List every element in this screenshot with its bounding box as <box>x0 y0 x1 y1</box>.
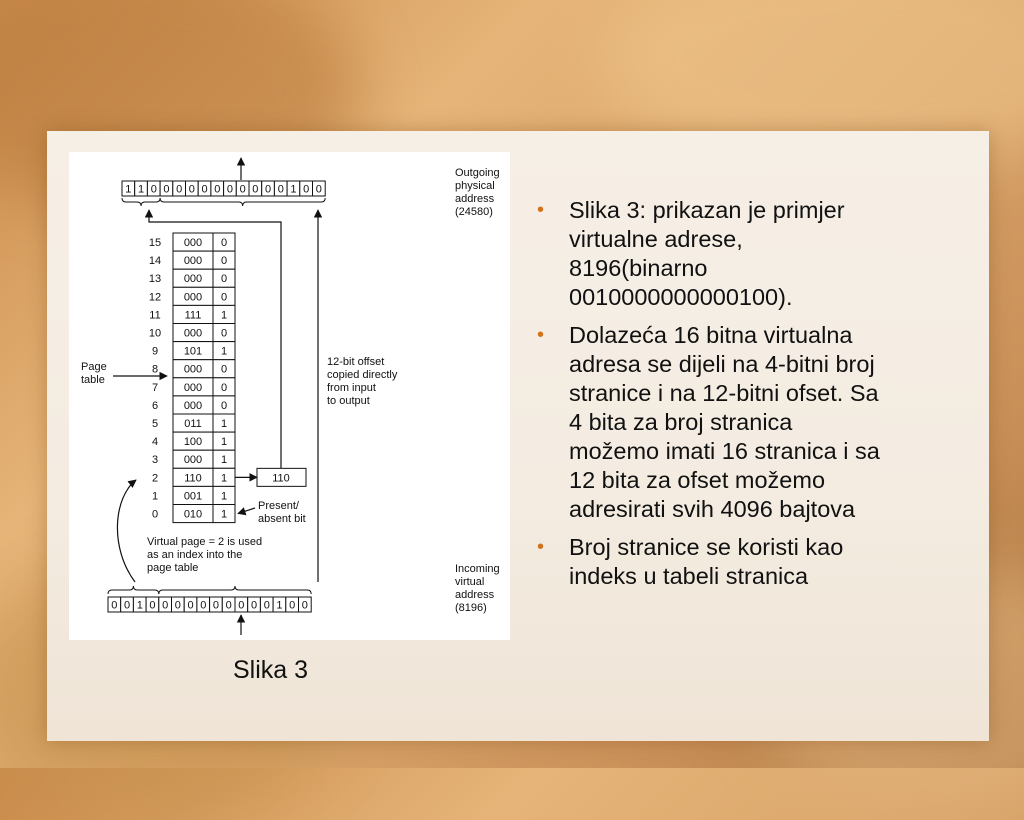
incoming-address-bit: 0 <box>225 599 232 612</box>
page-table-frame: 110 <box>184 472 202 485</box>
bullet-dot-icon: • <box>537 536 545 558</box>
incoming-address-bit: 0 <box>200 599 207 612</box>
bullet-text: Broj stranice se koristi kao indeks u tabeli stranica <box>569 534 844 589</box>
outgoing-address-bit: 0 <box>252 183 259 196</box>
bullet-text: Dolazeća 16 bitna virtualna adresa se dijeli na 4-bitni broj stranice i na 12-bitni ofset. Sa 4 bita za broj stranica možemo imati 16 stranica i sa 12 bita za ofset možemo adresirati svih 4096 bajtova <box>569 322 880 522</box>
page-table-index: 3 <box>151 454 159 467</box>
outgoing-label: physical <box>455 180 495 192</box>
incoming-address-bit: 1 <box>136 599 143 612</box>
incoming-label: Incoming <box>455 563 500 575</box>
page-table-frame: 000 <box>183 381 203 394</box>
present-label: Present/ <box>258 500 299 512</box>
page-table-present-bit: 0 <box>220 291 228 304</box>
page-table-frame: 000 <box>183 454 203 467</box>
outgoing-address-bit: 0 <box>150 183 157 196</box>
outgoing-address-bit: 0 <box>277 183 284 196</box>
outgoing-label: address <box>455 193 495 205</box>
offset-label: to output <box>327 395 370 407</box>
page-table-frame: 101 <box>183 345 203 358</box>
page-table-present-bit: 1 <box>220 418 228 430</box>
outgoing-label: Outgoing <box>455 167 500 179</box>
page-table-label: table <box>81 374 105 386</box>
page-table-index: 2 <box>151 472 159 485</box>
page-table-frame: 000 <box>183 399 203 412</box>
page-table-frame: 100 <box>183 436 203 449</box>
page-table-frame: 000 <box>183 237 203 249</box>
page-table-index: 7 <box>151 381 159 394</box>
incoming-address-bit: 0 <box>111 599 118 612</box>
outgoing-address-bit: 0 <box>214 183 221 196</box>
page-table-index: 13 <box>148 273 162 286</box>
frame-brace <box>122 198 160 206</box>
page-table-present-bit: 1 <box>220 454 228 467</box>
incoming-label: address <box>455 589 495 601</box>
page-number-brace <box>108 586 159 594</box>
incoming-address-bit: 0 <box>123 599 131 612</box>
outgoing-address-bit: 0 <box>226 183 234 196</box>
incoming-address-bit: 1 <box>276 599 283 612</box>
page-table-index: 9 <box>151 345 159 358</box>
bullet-item <box>537 196 882 312</box>
page-table-present-bit: 0 <box>220 327 228 340</box>
page-table-present-bit: 1 <box>220 472 228 485</box>
incoming-offset-brace <box>159 586 311 594</box>
outgoing-address-bit: 0 <box>176 183 183 196</box>
outgoing-address-bit: 0 <box>315 183 322 196</box>
outgoing-address-bit: 0 <box>201 183 208 196</box>
page-table-present-bit: 1 <box>220 436 228 449</box>
outgoing-address-bit: 1 <box>137 183 145 196</box>
incoming-address-bit: 0 <box>174 599 181 612</box>
incoming-label: virtual <box>455 576 485 588</box>
page-table-index: 1 <box>151 490 159 503</box>
offset-label: copied directly <box>327 369 398 381</box>
index-arrow <box>117 480 136 582</box>
outgoing-address-bit: 1 <box>290 183 297 196</box>
incoming-address-bit: 0 <box>250 599 258 612</box>
incoming-address-bit: 0 <box>301 599 308 612</box>
incoming-address-bit: 0 <box>162 599 169 612</box>
page-table-present-bit: 1 <box>220 508 228 521</box>
page-table-present-bit: 0 <box>220 237 228 249</box>
copied-frame-value: 110 <box>272 472 290 485</box>
incoming-address-bit: 0 <box>212 599 220 612</box>
bullet-text: Slika 3: prikazan je primjer virtualne adrese, 8196(binarno 0010000000000100). <box>569 197 845 310</box>
offset-label: from input <box>327 382 376 394</box>
page-table-index: 10 <box>148 327 162 340</box>
page-table-present-bit: 0 <box>220 255 228 268</box>
page-table-frame: 111 <box>184 309 202 322</box>
page-table-index: 14 <box>148 255 162 268</box>
page-table-frame: 011 <box>184 418 202 430</box>
outgoing-address-bit: 0 <box>239 183 246 196</box>
outgoing-address-bit: 0 <box>264 183 272 196</box>
outgoing-address-bit: 0 <box>303 183 310 196</box>
page-table-label: Page <box>81 361 107 373</box>
offset-label: 12-bit offset <box>327 356 385 368</box>
page-table-diagram <box>69 152 510 640</box>
page-table-present-bit: 1 <box>220 490 228 503</box>
present-bit-arrow <box>238 508 255 514</box>
virtual-page-label: Virtual page = 2 is used <box>147 536 263 548</box>
page-table-index: 8 <box>151 363 159 376</box>
incoming-address-bit: 0 <box>289 599 296 612</box>
incoming-address-bit: 0 <box>263 599 270 612</box>
incoming-address-bit: 0 <box>149 599 156 612</box>
page-table-present-bit: 0 <box>220 363 228 376</box>
outgoing-address-bit: 1 <box>125 183 132 196</box>
page-table-frame: 000 <box>183 327 203 340</box>
page-table-index: 5 <box>151 418 159 430</box>
offset-brace <box>160 198 325 206</box>
page-table-present-bit: 1 <box>220 345 228 358</box>
page-table-present-bit: 1 <box>220 309 228 322</box>
outgoing-address-bit: 0 <box>188 183 195 196</box>
page-table-present-bit: 0 <box>220 399 228 412</box>
page-table-index: 11 <box>149 309 161 322</box>
virtual-page-label: as an index into the <box>147 549 243 561</box>
page-table-frame: 000 <box>183 363 203 376</box>
page-table-present-bit: 0 <box>220 273 228 286</box>
incoming-address-bit: 0 <box>187 599 194 612</box>
page-table-frame: 010 <box>183 508 203 521</box>
page-table-figure <box>69 152 510 640</box>
page-table-frame: 000 <box>183 291 203 304</box>
bullet-item <box>537 321 882 524</box>
page-table-index: 6 <box>151 399 159 412</box>
page-table-index: 0 <box>151 508 159 521</box>
bullet-dot-icon: • <box>537 324 545 346</box>
figure-caption: Slika 3 <box>233 656 309 684</box>
page-table-index: 12 <box>148 291 162 304</box>
bullet-dot-icon: • <box>537 199 545 221</box>
virtual-page-label: page table <box>147 562 199 574</box>
page-table-present-bit: 0 <box>220 381 228 394</box>
present-label: absent bit <box>258 513 306 525</box>
page-table-frame: 000 <box>183 273 203 286</box>
page-table-index: 4 <box>151 436 159 449</box>
incoming-label: (8196) <box>455 602 487 614</box>
outgoing-label: (24580) <box>455 206 493 218</box>
incoming-address-bit: 0 <box>238 599 245 612</box>
bullet-item <box>537 533 882 591</box>
page-table-frame: 001 <box>183 490 203 503</box>
bullet-list <box>537 196 882 600</box>
page-table-index: 15 <box>148 237 162 249</box>
page-table-frame: 000 <box>183 255 203 268</box>
outgoing-address-bit: 0 <box>163 183 170 196</box>
